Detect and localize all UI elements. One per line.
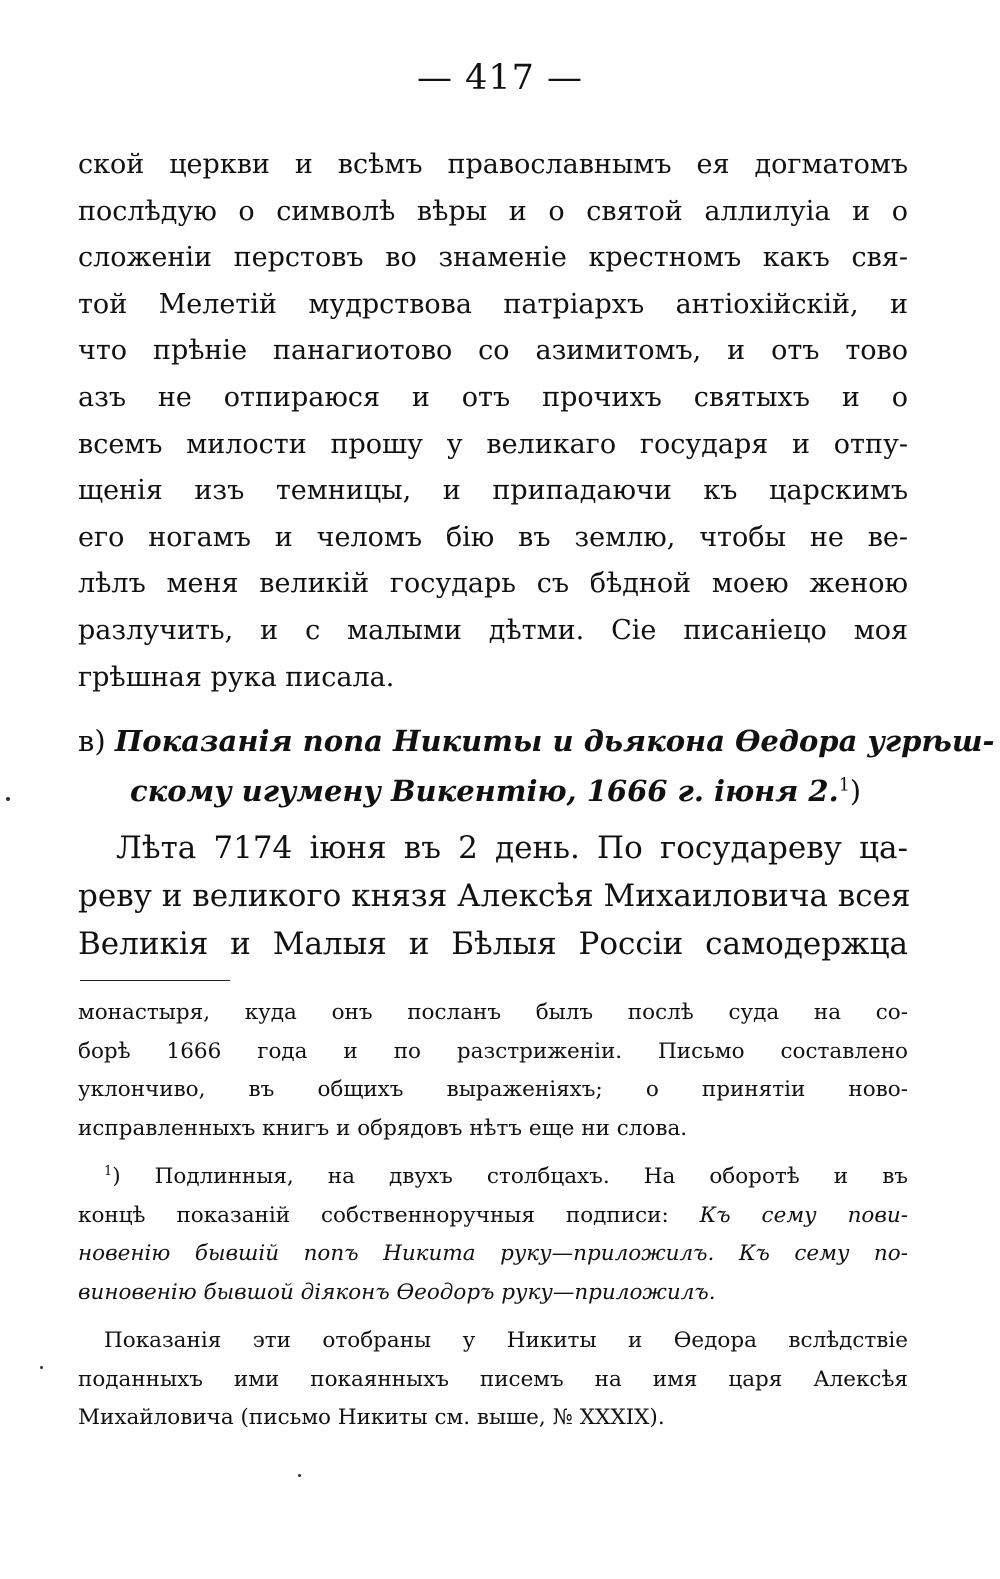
footnote-1-line (78, 1274, 908, 1313)
text-line: Лѣта 7174 іюня въ 2 день. По государеву ца- (116, 830, 908, 866)
footnote-1-line (78, 1158, 908, 1197)
text-line: азъ не отпираюся и отъ прочихъ святыхъ и о (78, 381, 908, 413)
text-line: Великія и Малыя и Бѣлыя Россіи самодержца (78, 926, 908, 962)
footnote-line: монастыря, куда онъ посланъ былъ послѣ суда на со- (78, 1000, 908, 1025)
text-line: щенія изъ темницы, и припадаючи къ царскимъ (78, 475, 908, 507)
scan-speck (6, 797, 10, 801)
text-line: послѣдую о символѣ вѣры и о святой аллилуіа и о (78, 195, 908, 227)
footnote-line: уклончиво, въ общихъ выраженіяхъ; о принятіи ново- (78, 1077, 908, 1102)
heading-closing: ) (849, 774, 862, 808)
text-line: разлучить, и с малыми дѣтми. Сіе писаніецо моя (78, 614, 908, 646)
footnote-line: поданныхъ ими покаянныхъ писемъ на имя царя Алексѣя (78, 1366, 908, 1392)
text-line: той Мелетій мудрствова патріархъ антіохійскій, и (78, 288, 908, 320)
text-line: лѣлъ меня великій государь съ бѣдной моею женою (78, 568, 908, 600)
text-line: сложеніи перстовъ во знаменіе крестномъ какъ свя- (78, 242, 908, 274)
footnote-1-line (78, 1197, 908, 1236)
signature-text: новенію бывшій попъ Никита руку—приложилъ. Къ сему по- (78, 1241, 908, 1266)
scan-speck (40, 1366, 43, 1369)
footnote-text: ) Подлинныя, на двухъ столбцахъ. На оборотѣ и въ (112, 1164, 908, 1189)
footnote-line: Показанія эти отобраны у Никиты и Ѳедора вслѣдствіе (104, 1328, 908, 1353)
heading-title-1: Показанія попа Никиты и дьякона Ѳедора угрѣш- (114, 724, 995, 758)
signature-text: Къ сему пови- (699, 1202, 908, 1228)
section-text-block (78, 824, 911, 968)
page-number: — 417 — (416, 58, 584, 98)
heading-line-2 (78, 766, 908, 816)
text-line: что прѣніе панагиотово со азимитомъ, и отъ тово (78, 335, 908, 367)
main-text-block (78, 142, 908, 701)
section-heading (78, 716, 995, 816)
footnote-divider (80, 980, 230, 981)
footnote-text: концѣ показаній собственноручныя подписи: (78, 1202, 700, 1228)
footnote-ref: 1 (838, 775, 850, 796)
text-line: ской церкви и всѣмъ православнымъ ея догматомъ (78, 149, 908, 180)
footnote-mark: 1 (104, 1163, 113, 1179)
heading-line-1 (78, 716, 995, 766)
text-line: всемъ милости прошу у великаго государя и отпу- (78, 428, 908, 460)
footnotes-block (78, 994, 908, 1438)
footnote-1-line (78, 1235, 908, 1274)
signature-text: виновенію бывшой діяконъ Ѳеодоръ руку—приложилъ. (78, 1279, 716, 1305)
scan-speck (298, 1474, 301, 1477)
text-line: его ногамъ и челомъ бію въ землю, чтобы не ве- (78, 521, 908, 553)
footnote-line: борѣ 1666 года и по разстриженіи. Письмо составлено (78, 1038, 908, 1064)
text-line: грѣшная рука писала. (78, 661, 395, 693)
text-line: реву и великого князя Алексѣя Михаиловича всея (78, 878, 911, 914)
section-marker: в) (78, 724, 106, 758)
footnote-line: Михайловича (письмо Никиты см. выше, № XXXIX). (78, 1405, 665, 1430)
heading-title-2: скому игумену Викентію, 1666 г. іюня 2. (130, 774, 839, 808)
footnote-line: исправленныхъ книгъ и обрядовъ нѣтъ еще ни слова. (78, 1115, 688, 1141)
